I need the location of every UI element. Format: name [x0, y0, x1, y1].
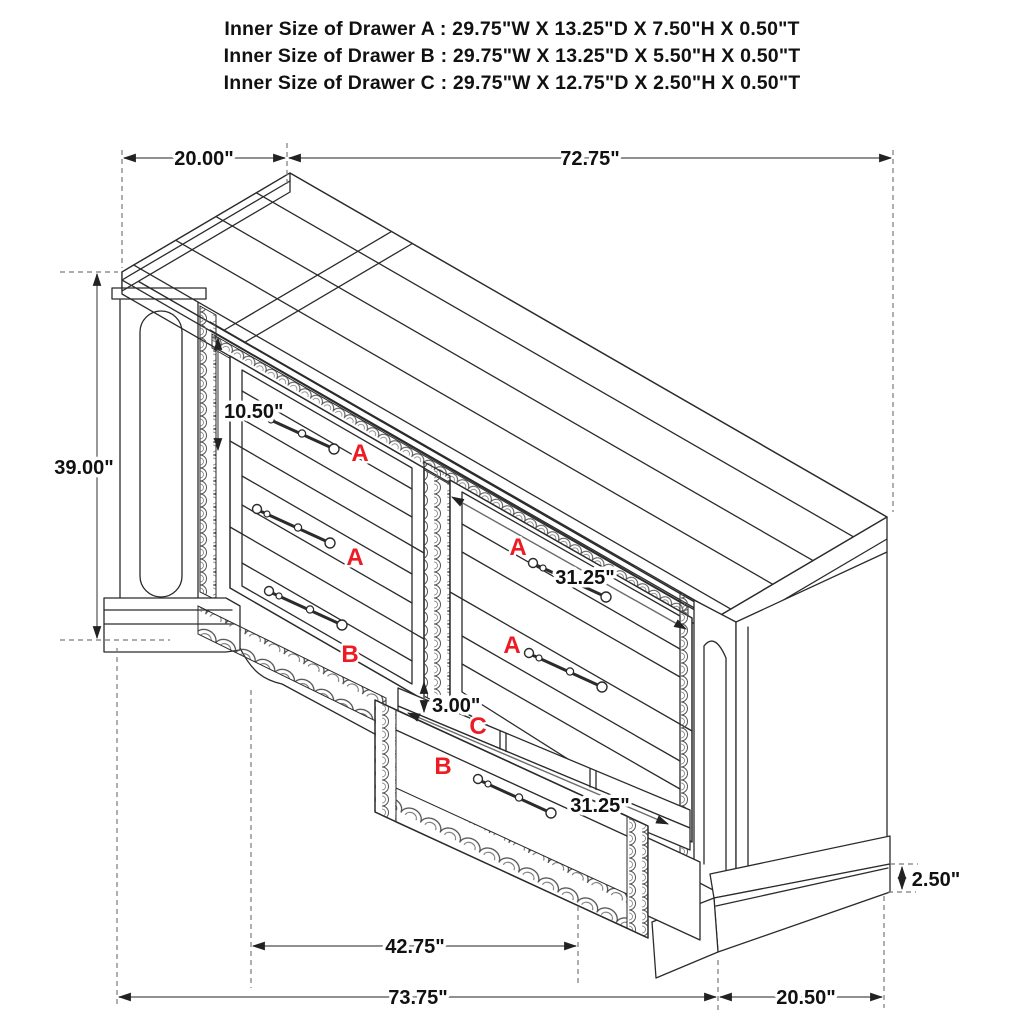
- carved-trim-left-strip: [200, 306, 216, 600]
- dim-label-open-drawer-offset: 42.75": [385, 936, 445, 958]
- carved-drawer-divider: [424, 462, 450, 710]
- drawer-letter-left-bottom: B: [341, 641, 359, 668]
- dim-base-height: [888, 864, 960, 892]
- dim-overall-height: [54, 272, 170, 640]
- drawer-letter-tray: C: [469, 713, 487, 740]
- drawer-letter-right-top: A: [509, 534, 527, 561]
- dim-label-top-width: 72.75": [560, 148, 620, 170]
- open-drawer-right-stile: [627, 816, 648, 938]
- dim-label-top-depth-left: 20.00": [174, 148, 234, 170]
- pilaster-face-edges: [120, 300, 198, 604]
- dim-label-base-height: 2.50": [911, 869, 961, 891]
- side-panel: [736, 552, 887, 872]
- drawer-letter-left-top: A: [351, 440, 369, 467]
- dim-label-upper-drawer-height: 10.50": [224, 401, 284, 423]
- dim-label-bottom-drawer-width: 31.25": [570, 795, 630, 817]
- drawer-letter-left-middle: A: [346, 544, 364, 571]
- right-pilaster: [680, 592, 736, 902]
- dim-label-overall-height: 39.00": [54, 457, 114, 479]
- open-drawer-left-stile: [375, 700, 396, 822]
- drawer-letter-open-drawer: B: [434, 753, 452, 780]
- dim-label-overall-width: 73.75": [388, 987, 448, 1009]
- dim-label-tray-height: 3.00": [432, 695, 481, 717]
- right-pilaster-face: [694, 600, 736, 902]
- dresser-drawing: [104, 173, 890, 978]
- dim-label-overall-depth: 20.50": [776, 987, 836, 1009]
- drawer-size-note-b: Inner Size of Drawer B : 29.75"W X 13.25"D X 5.50"H X 0.50"T: [223, 45, 801, 67]
- drawer-size-note-c: Inner Size of Drawer C : 29.75"W X 12.75"D X 2.50"H X 0.50"T: [223, 72, 801, 94]
- drawer-size-note-a: Inner Size of Drawer A : 29.75"W X 13.25"D X 7.50"H X 0.50"T: [224, 18, 800, 40]
- pilaster-groove: [140, 311, 182, 597]
- drawer-letter-right-bottom: A: [503, 632, 521, 659]
- dim-label-right-drawer-width: 31.25": [555, 567, 615, 589]
- right-side-panel: [736, 552, 887, 872]
